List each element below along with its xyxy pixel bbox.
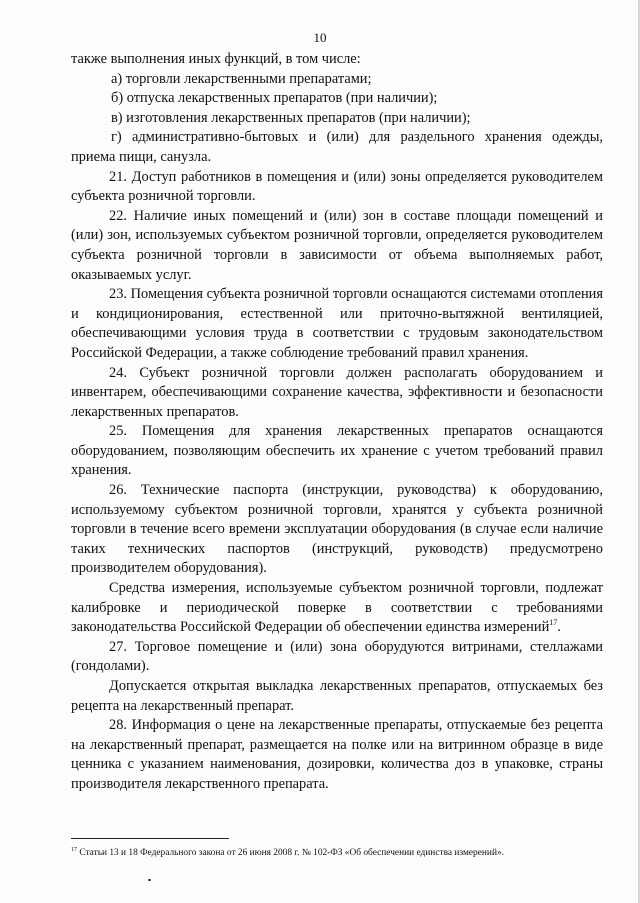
footnote-divider xyxy=(71,838,229,839)
scan-speck xyxy=(148,879,151,881)
list-item-c: в) изготовления лекарственных препаратов (при наличии); xyxy=(111,109,471,126)
paragraph-22: 22. Наличие иных помещений и (или) зон в составе площади помещений и (или) зон, используемых субъектом розничной торговли, определяется руководителем субъекта розничной торговли в зависимости от объема выполняемых работ, оказываемых услуг. xyxy=(71,207,603,283)
page-number: 10 xyxy=(313,30,327,45)
paragraph-21: 21. Доступ работников в помещения и (или) зоны определяется руководителем субъекта розничной торговли. xyxy=(71,168,603,205)
footnote xyxy=(71,847,611,859)
footnote-reference-tail: . xyxy=(557,619,561,636)
paragraph-28: 28. Информация о цене на лекарственные препараты, отпускаемые без рецепта на лекарственный препарат, размещается на полке или на витринном образце в виде ценника с указанием наименования, дозировки, количества доз в упаковке, страны производителя лекарственного препарата. xyxy=(71,717,603,792)
paragraph-25: 25. Помещения для хранения лекарственных препаратов оснащаются оборудованием, позволяющим обеспечить их хранение с учетом требований правил хранения. xyxy=(71,423,603,479)
paragraph-27: 27. Торговое помещение и (или) зона оборудуются витринами, стеллажами (гондолами). xyxy=(71,638,603,675)
paragraph-measuring-instruments xyxy=(71,579,603,638)
footnote-reference[interactable]: 17 xyxy=(549,618,558,628)
paragraph-26: 26. Технические паспорта (инструкции, руководства) к оборудованию, используемому субъектом розничной торговли, хранятся у субъекта розничной торговли в течение всего времени эксплуатации оборудования (в случае если наличие таких технических паспортов (инструкций, руководств) предусмотрено производителем оборудования). xyxy=(71,482,603,577)
body-text xyxy=(71,50,603,795)
paragraph-24: 24. Субъект розничной торговли должен располагать оборудованием и инвентарем, обеспечивающими сохранение качества, эффективности и безопасности лекарственных препаратов. xyxy=(71,364,603,420)
paragraph-open-display: Допускается открытая выкладка лекарственных препаратов, отпускаемых без рецепта на лекарственный препарат. xyxy=(71,678,603,714)
list-item-d: г) административно-бытовых и (или) для раздельного хранения одежды, приема пищи, санузла. xyxy=(71,129,603,165)
footnote-text: Статьи 13 и 18 Федерального закона от 26 июня 2008 г. № 102-ФЗ «Об обеспечении единства измерений». xyxy=(77,848,504,858)
list-item-a: а) торговли лекарственными препаратами; xyxy=(111,70,372,87)
footnote-marker: 17 xyxy=(71,846,77,853)
paragraph-23: 23. Помещения субъекта розничной торговли оснащаются системами отопления и кондиционирования, естественной или приточно-вытяжной вентиляцией, обеспечивающими условия труда в соответствии с трудовым законодательством Российской Федерации, а также соблюдение требований правил хранения. xyxy=(71,286,603,361)
list-item-b: б) отпуска лекарственных препаратов (при наличии); xyxy=(111,90,438,107)
paragraph-measuring-text: Средства измерения, используемые субъектом розничной торговли, подлежат калибровке и периодической поверке в соответствии с требованиями законодательства Российской Федерации об обеспечении единства измерений xyxy=(71,580,603,636)
paragraph-intro: также выполнения иных функций, в том числе: xyxy=(71,51,361,67)
